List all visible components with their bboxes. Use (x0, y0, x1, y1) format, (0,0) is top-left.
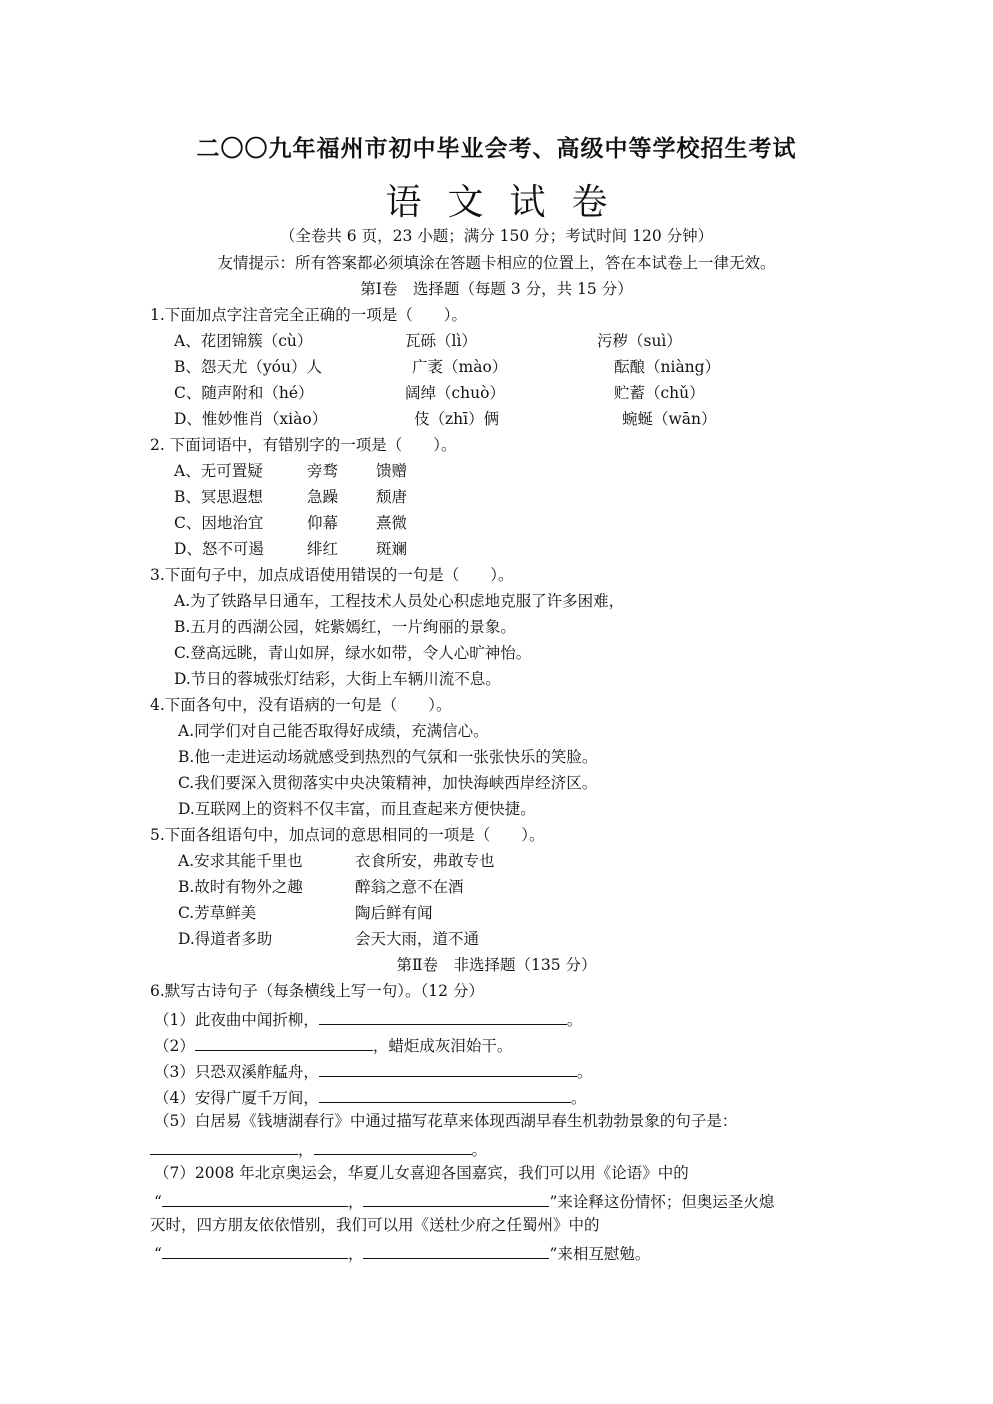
q6-line-7-answers-2 (154, 1241, 650, 1264)
answer-blank[interactable] (363, 1189, 549, 1207)
answer-blank[interactable] (162, 1189, 348, 1207)
q4-option-a: A.同学们对自己能否取得好成绩，充满信心。 (178, 722, 489, 740)
q6-line-1-end: 。 (566, 1011, 583, 1029)
answer-blank[interactable] (162, 1241, 348, 1259)
q2-b1: B、冥思遐想 (174, 488, 263, 506)
q4-option-b: B.他一走进运动场就感受到热烈的气氛和一张张快乐的笑脸。 (178, 748, 598, 766)
q2-d1: D、怒不可遏 (174, 540, 264, 558)
q6-line-2 (154, 1033, 512, 1056)
q6-line-2-text: ，蜡炬成灰泪始干。 (372, 1037, 513, 1055)
q1-a1: A、花团锦簇（cù） (174, 332, 313, 350)
q5-b2: 醉翁之意不在酒 (355, 878, 464, 896)
q6-line-5: （5）白居易《钱塘湖春行》中通过描写花草来体现西湖早春生机勃勃景象的句子是： (154, 1112, 738, 1130)
q2-a1: A、无可置疑 (174, 462, 263, 480)
q1-b3: 酝酿（niàng） (614, 358, 721, 376)
q6-line-7-text-3: 灭时，四方朋友依依惜别，我们可以用《送杜少府之任蜀州》中的 (150, 1216, 600, 1234)
q6-line-4-text: （4）安得广厦千万间， (154, 1089, 319, 1107)
q5-d2: 会天大雨，道不通 (355, 930, 480, 948)
q6-line-7-sep-2: ， (347, 1245, 364, 1263)
q2-c3: 熹微 (376, 514, 408, 532)
q4-option-c: C.我们要深入贯彻落实中央决策精神，加快海峡西岸经济区。 (178, 774, 598, 792)
q2-b3: 颓唐 (376, 488, 408, 506)
q6-line-3-end: 。 (576, 1063, 593, 1081)
answer-blank[interactable] (319, 1085, 571, 1103)
q6-line-1-text: （1）此夜曲中闻折柳， (154, 1011, 319, 1029)
q1-stem: 1.下面加点字注音完全正确的一项是（ ）。 (150, 306, 468, 324)
q6-line-5-answers (150, 1137, 487, 1160)
q3-option-b: B.五月的西湖公园，姹紫嫣红，一片绚丽的景象。 (174, 618, 516, 636)
q4-option-d: D.互联网上的资料不仅丰富，而且查起来方便快捷。 (178, 800, 536, 818)
q2-c2: 仰幕 (307, 514, 339, 532)
q6-line-4 (154, 1085, 586, 1108)
q3-stem: 3.下面句子中，加点成语使用错误的一句是（ ）。 (150, 566, 514, 584)
q5-stem: 5.下面各组语句中，加点词的意思相同的一项是（ ）。 (150, 826, 545, 844)
q6-line-7-quote: “ (154, 1193, 162, 1211)
q5-c2: 陶后鲜有闻 (355, 904, 433, 922)
q2-a2: 旁骛 (307, 462, 339, 480)
q2-d3: 斑斓 (376, 540, 408, 558)
q3-option-d: D.节日的蓉城张灯结彩，大街上车辆川流不息。 (174, 670, 501, 688)
q1-c3: 贮蓄（chǔ） (614, 384, 705, 402)
answer-blank[interactable] (363, 1241, 549, 1259)
q5-c1: C.芳草鲜美 (178, 904, 257, 922)
q2-stem: 2. 下面词语中，有错别字的一项是（ ）。 (150, 436, 457, 454)
answer-blank[interactable] (150, 1137, 298, 1155)
answer-blank[interactable] (319, 1059, 577, 1077)
answer-blank[interactable] (195, 1033, 373, 1051)
q4-stem: 4.下面各句中，没有语病的一句是（ ）。 (150, 696, 452, 714)
exam-info: （全卷共 6 页，23 小题；满分 150 分；考试时间 120 分钟） (279, 227, 714, 245)
q6-line-7-quote-2: “ (154, 1245, 162, 1263)
exam-title: 二〇〇九年福州市初中毕业会考、高级中等学校招生考试 (196, 136, 797, 162)
q6-line-3 (154, 1059, 592, 1082)
q5-d1: D.得道者多助 (178, 930, 273, 948)
answer-blank[interactable] (319, 1007, 567, 1025)
q2-a3: 馈赠 (376, 462, 408, 480)
part1-heading: 第Ⅰ卷 选择题（每题 3 分，共 15 分） (360, 280, 633, 298)
q6-line-3-text: （3）只恐双溪舴艋舟， (154, 1063, 319, 1081)
q5-a2: 衣食所安，弗敢专也 (355, 852, 495, 870)
q3-option-c: C.登高远眺，青山如屏，绿水如带，令人心旷神怡。 (174, 644, 532, 662)
q1-c2: 阔绰（chuò） (405, 384, 505, 402)
q6-line-4-end: 。 (570, 1089, 587, 1107)
q3-option-a: A.为了铁路早日通车，工程技术人员处心积虑地克服了许多困难， (174, 592, 625, 610)
q5-a1: A.安求其能千里也 (178, 852, 303, 870)
q1-a2: 瓦砾（lì） (405, 332, 477, 350)
q1-a3: 污秽（suì） (597, 332, 682, 350)
q1-b2: 广袤（mào） (412, 358, 508, 376)
q1-c1: C、随声附和（hé） (174, 384, 314, 402)
part2-heading: 第Ⅱ卷 非选择题（135 分） (396, 956, 597, 974)
q5-b1: B.故时有物外之趣 (178, 878, 303, 896)
q6-line-2-pre: （2） (154, 1037, 195, 1055)
q6-line-7-mid: ”来诠释这份情怀；但奥运圣火熄 (549, 1193, 775, 1211)
q6-line-5-sep: ， (298, 1141, 314, 1159)
q1-b1: B、怨天尤（yóu）人 (174, 358, 322, 376)
answer-blank[interactable] (314, 1137, 472, 1155)
q6-line-7-answers (154, 1189, 774, 1212)
q1-d1: D、惟妙惟肖（xiào） (174, 410, 328, 428)
q1-d3: 蜿蜒（wān） (622, 410, 717, 428)
q2-b2: 急躁 (307, 488, 339, 506)
q2-d2: 绯红 (307, 540, 339, 558)
exam-subtitle: 语文试卷 (385, 182, 634, 223)
exam-notice: 友情提示：所有答案都必须填涂在答题卡相应的位置上，答在本试卷上一律无效。 (217, 254, 776, 272)
q6-line-7-sep: ， (347, 1193, 364, 1211)
q6-line-7: （7）2008 年北京奥运会，华夏儿女喜迎各国嘉宾，我们可以用《论语》中的 (154, 1164, 689, 1182)
q2-c1: C、因地治宜 (174, 514, 264, 532)
q6-line-1 (154, 1007, 582, 1030)
q6-line-5-end: 。 (471, 1141, 488, 1159)
q6-line-7-end: ”来相互慰勉。 (549, 1245, 651, 1263)
q1-d2: 伎（zhī）俩 (414, 410, 500, 428)
q6-stem: 6.默写古诗句子（每条横线上写一句）。（12 分） (150, 982, 484, 1000)
